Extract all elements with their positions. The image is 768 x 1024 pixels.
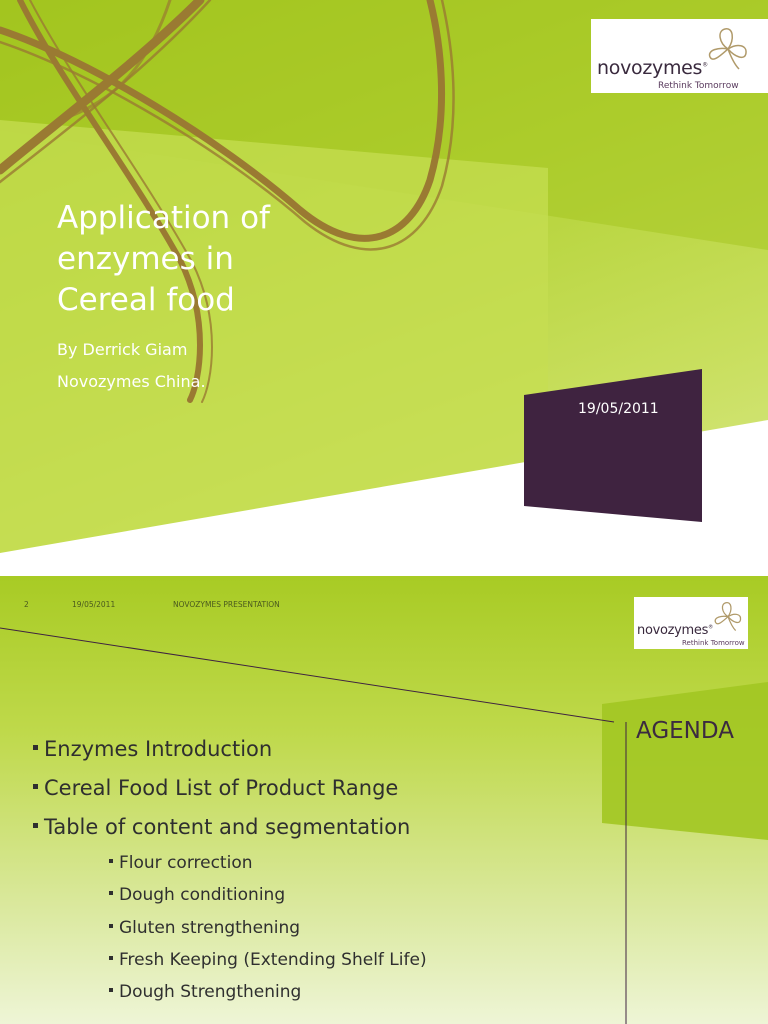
- organization-name: Novozymes China.: [57, 372, 206, 391]
- logo-tagline: Rethink Tomorrow: [682, 639, 745, 647]
- agenda-subitem: Dough conditioning: [109, 885, 285, 905]
- bullet-icon: [33, 745, 38, 750]
- header-label: NOVOZYMES PRESENTATION: [173, 600, 280, 609]
- page-number: 2: [24, 600, 29, 609]
- bullet-icon: [109, 956, 113, 960]
- title-line: enzymes in: [57, 241, 234, 277]
- author-name: By Derrick Giam: [57, 340, 188, 359]
- title-line: Application of: [57, 200, 270, 236]
- bullet-icon: [109, 924, 113, 928]
- date-box-shape: [524, 369, 702, 522]
- logo-brand-text: novozymes®: [637, 623, 713, 638]
- clover-icon: [705, 25, 751, 71]
- agenda-title: AGENDA: [636, 718, 734, 744]
- slide-gap: [0, 553, 768, 576]
- title-line: Cereal food: [57, 282, 235, 318]
- bullet-icon: [109, 988, 113, 992]
- agenda-item: Enzymes Introduction: [33, 737, 272, 761]
- presentation-date: 19/05/2011: [578, 401, 659, 417]
- bullet-icon: [109, 891, 113, 895]
- header-date: 19/05/2011: [72, 600, 116, 609]
- agenda-subitem: Gluten strengthening: [109, 918, 300, 938]
- clover-icon: [712, 600, 744, 632]
- presentation-title: [57, 198, 357, 321]
- bullet-icon: [33, 823, 38, 828]
- logo-brand-text: novozymes®: [597, 57, 708, 79]
- bullet-icon: [109, 859, 113, 863]
- logo-tagline: Rethink Tomorrow: [658, 81, 739, 91]
- agenda-subitem: Dough Strengthening: [109, 982, 301, 1002]
- novozymes-logo: [591, 19, 768, 93]
- agenda-item: Table of content and segmentation: [33, 815, 410, 839]
- bullet-icon: [33, 784, 38, 789]
- agenda-subitem: Fresh Keeping (Extending Shelf Life): [109, 950, 427, 970]
- agenda-panel-shape: [602, 682, 768, 840]
- agenda-subitem: Flour correction: [109, 853, 253, 873]
- agenda-item: Cereal Food List of Product Range: [33, 776, 398, 800]
- novozymes-logo-small: [634, 597, 748, 649]
